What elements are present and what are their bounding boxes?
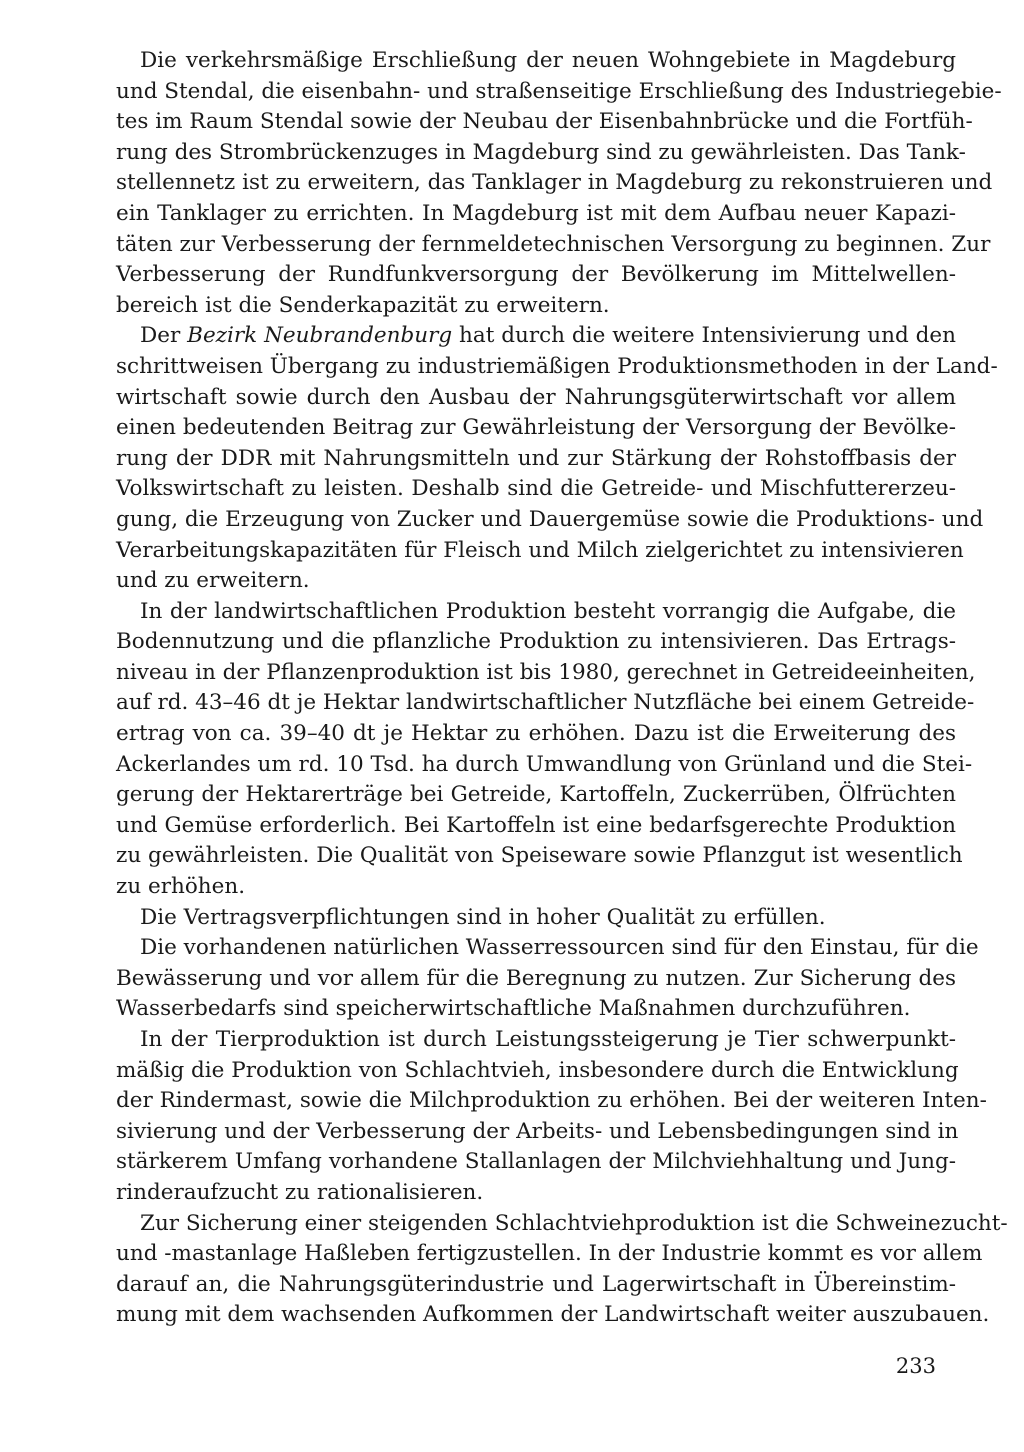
- text-line: darauf an, die Nahrungsgüterindustrie und Lagerwirtschaft in Übereinstim-: [116, 1271, 956, 1297]
- text-line: Bodennutzung und die pflanzliche Produktion zu intensivieren. Das Ertrags-: [116, 629, 956, 655]
- text-line: und -mastanlage Haßleben fertigzustellen. In der Industrie kommt es vor allem: [116, 1241, 983, 1267]
- text-line: Verarbeitungskapazitäten für Fleisch und Milch zielgerichtet zu intensivieren: [116, 537, 964, 563]
- text-run: hat durch die weitere Intensivierung und den: [452, 323, 956, 349]
- text-run: Der: [140, 323, 188, 349]
- text-line: schrittweisen Übergang zu industriemäßigen Produktionsmethoden in der Land-: [116, 353, 998, 379]
- district-name: Bezirk Neubrandenburg: [187, 323, 453, 349]
- paragraph: [116, 1209, 1008, 1331]
- text-line: auf rd. 43–46 dt je Hektar landwirtschaftlicher Nutzfläche bei einem Getreide-: [116, 690, 975, 716]
- text-line: tes im Raum Stendal sowie der Neubau der Eisenbahnbrücke und die Fortfüh-: [116, 109, 973, 135]
- text-line: und Stendal, die eisenbahn- und straßenseitige Erschließung des Industriegebie-: [116, 78, 1002, 104]
- paragraph: [116, 903, 956, 934]
- text-line: einen bedeutenden Beitrag zur Gewährleistung der Versorgung der Bevölke-: [116, 415, 956, 441]
- text-line: ertrag von ca. 39–40 dt je Hektar zu erhöhen. Dazu ist die Erweiterung des: [116, 721, 956, 747]
- text-line: und zu erweitern.: [116, 568, 310, 594]
- text-line: rung des Strombrückenzuges in Magdeburg sind zu gewährleisten. Das Tank-: [116, 139, 966, 165]
- document-page: [116, 46, 1008, 1331]
- text-line: Die Vertragsverpflichtungen sind in hoher Qualität zu erfüllen.: [140, 904, 826, 930]
- text-line: rinderaufzucht zu rationalisieren.: [116, 1179, 484, 1205]
- text-line: niveau in der Pflanzenproduktion ist bis 1980, gerechnet in Getreideeinheiten,: [116, 659, 976, 685]
- text-line: Die vorhandenen natürlichen Wasserressourcen sind für den Einstau, für die: [140, 935, 979, 961]
- text-line: stellennetz ist zu erweitern, das Tanklager in Magdeburg zu rekonstruieren und: [116, 170, 993, 196]
- text-line: gerung der Hektarerträge bei Getreide, Kartoffeln, Zuckerrüben, Ölfrüchten: [116, 782, 956, 808]
- text-line: täten zur Verbesserung der fernmeldetechnischen Versorgung zu beginnen. Zur: [116, 231, 991, 257]
- text-line: ein Tanklager zu errichten. In Magdeburg ist mit dem Aufbau neuer Kapazi-: [116, 200, 956, 226]
- paragraph: [116, 1025, 987, 1209]
- text-line: Verbesserung der Rundfunkversorgung der Bevölkerung im Mittelwellen-: [116, 262, 956, 288]
- paragraph: [116, 597, 976, 903]
- text-line: Bewässerung und vor allem für die Beregnung zu nutzen. Zur Sicherung des: [116, 965, 956, 991]
- text-line: Zur Sicherung einer steigenden Schlachtviehproduktion ist die Schweinezucht-: [140, 1210, 1008, 1236]
- text-line: gung, die Erzeugung von Zucker und Dauergemüse sowie die Produktions- und: [116, 506, 984, 532]
- paragraph: [116, 933, 979, 1025]
- text-line: Ackerlandes um rd. 10 Tsd. ha durch Umwandlung von Grünland und die Stei-: [116, 751, 973, 777]
- text-line: mäßig die Produktion von Schlachtvieh, insbesondere durch die Entwicklung: [116, 1057, 959, 1083]
- text-line: In der Tierproduktion ist durch Leistungssteigerung je Tier schwerpunkt-: [140, 1027, 956, 1052]
- text-line: sivierung und der Verbesserung der Arbeits- und Lebensbedingungen sind in: [116, 1118, 959, 1144]
- text-line: stärkerem Umfang vorhandene Stallanlagen der Milchviehhaltung und Jung-: [116, 1149, 956, 1175]
- text-line: mung mit dem wachsenden Aufkommen der Landwirtschaft weiter auszubauen.: [116, 1302, 990, 1328]
- text-line: rung der DDR mit Nahrungsmitteln und zur Stärkung der Rohstoffbasis der: [116, 445, 956, 471]
- page-number: 233: [895, 1354, 936, 1378]
- paragraph: [116, 321, 998, 596]
- text-line: Volkswirtschaft zu leisten. Deshalb sind die Getreide- und Mischfuttererzeu-: [116, 476, 956, 502]
- text-line: zu erhöhen.: [116, 874, 246, 900]
- text-line: der Rindermast, sowie die Milchproduktion zu erhöhen. Bei der weiteren Inten-: [116, 1088, 987, 1114]
- paragraph: [116, 46, 1002, 321]
- text-line: [116, 321, 956, 352]
- text-line: und Gemüse erforderlich. Bei Kartoffeln ist eine bedarfsgerechte Produktion: [116, 812, 956, 838]
- text-line: bereich ist die Senderkapazität zu erweitern.: [116, 292, 610, 318]
- text-line: Wasserbedarfs sind speicherwirtschaftliche Maßnahmen durchzuführen.: [116, 996, 911, 1022]
- text-line: In der landwirtschaftlichen Produktion besteht vorrangig die Aufgabe, die: [140, 598, 956, 624]
- text-line: Die verkehrsmäßige Erschließung der neuen Wohngebiete in Magdeburg: [140, 48, 956, 73]
- text-line: wirtschaft sowie durch den Ausbau der Nahrungsgüterwirtschaft vor allem: [116, 384, 956, 410]
- text-line: zu gewährleisten. Die Qualität von Speiseware sowie Pflanzgut ist wesentlich: [116, 843, 963, 869]
